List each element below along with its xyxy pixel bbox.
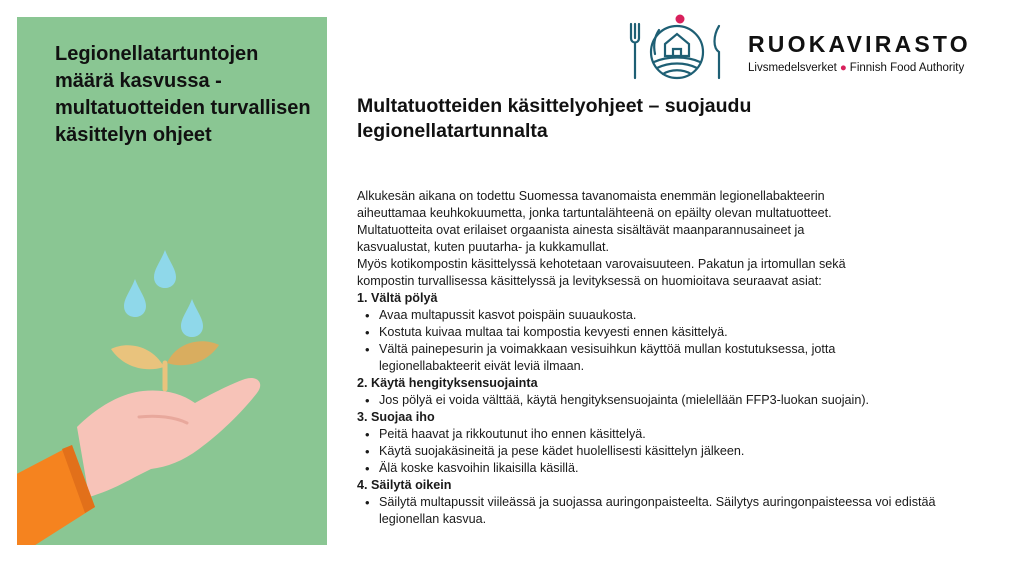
water-drop-icon — [154, 250, 176, 288]
logo-wordmark: RUOKAVIRASTO — [748, 31, 971, 57]
intro-line: kompostin turvallisessa käsittelyssä ja levityksessä on huomioitava seuraavat asiat: — [357, 274, 822, 288]
section-heading: 4. Säilytä oikein — [357, 478, 452, 492]
intro-line: kasvualustat, kuten puutarha- ja kukkamullat. — [357, 240, 610, 254]
hand-icon — [77, 378, 260, 497]
bullet-list — [357, 307, 957, 375]
list-item: • Jos pölyä ei voida välttää, käytä hengityksensuojainta (mielellään FFP3-luokan suojain). — [357, 392, 957, 409]
water-drop-icon — [124, 279, 146, 317]
bullet-list — [357, 392, 957, 409]
page-title: Multatuotteiden käsittelyohjeet – suojaudu legionellatartunnalta — [357, 95, 752, 142]
list-item: • Säilytä multapussit viileässä ja suojassa auringonpaisteelta. Säilytys auringonpaisteessa voi edistää legionellan kasvua. — [357, 494, 964, 528]
house-icon — [665, 34, 689, 56]
list-item: • Peitä haavat ja rikkoutunut iho ennen käsittelyä. — [357, 426, 957, 443]
list-item: • Kostuta kuivaa multaa tai kompostia kevyesti ennen käsittelyä. — [357, 324, 957, 341]
hand-sprout-illustration — [17, 217, 327, 545]
water-drop-icon — [181, 299, 203, 337]
fork-icon — [631, 24, 639, 78]
list-item: • Vältä painepesurin ja voimakkaan vesisuihkun käyttöä mullan kostutuksessa, jotta legionellabakteerit eivät leviä ilmaan. — [357, 341, 899, 375]
logo-sub-english: Finnish Food Authority — [849, 62, 965, 74]
logo-separator-dot: ● — [839, 62, 847, 74]
ruokavirasto-logo — [627, 12, 997, 82]
logo-sub-swedish: Livsmedelsverket — [748, 62, 837, 74]
intro-line: aiheuttamaa keuhkokuumetta, jonka tartuntalähteenä on epäilty olevan multatuotteet. — [357, 206, 832, 220]
section-heading: 2. Käytä hengityksensuojainta — [357, 376, 538, 390]
section-heading: 1. Vältä pölyä — [357, 291, 438, 305]
list-item: • Käytä suojakäsineitä ja pese kädet huolellisesti käsittelyn jälkeen. — [357, 443, 957, 460]
intro-line: Myös kotikompostin käsittelyssä kehotetaan varovaisuuteen. Pakatun ja irtomullan sekä — [357, 257, 846, 271]
list-item: • Älä koske kasvoihin likaisilla käsillä. — [357, 460, 957, 477]
bullet-list — [357, 426, 957, 477]
list-item: • Avaa multapussit kasvot poispäin suuaukosta. — [357, 307, 957, 324]
instructions-body — [357, 188, 957, 528]
logo-subtitle — [748, 62, 964, 74]
section-heading: 3. Suojaa iho — [357, 410, 435, 424]
sprout-icon — [111, 341, 219, 389]
side-panel-title: Legionellatartuntojen määrä kasvussa - multatuotteiden turvallisen käsittelyn ohjeet — [55, 43, 311, 146]
intro-line: Alkukesän aikana on todettu Suomessa tavanomaista enemmän legionellabakteerin — [357, 189, 825, 203]
bullet-list — [357, 494, 957, 528]
logo-mark-icon — [627, 14, 727, 82]
knife-icon — [715, 26, 720, 78]
intro-line: Multatuotteita ovat erilaiset orgaanista ainesta sisältävät maanparannusaineet ja — [357, 223, 805, 237]
side-panel — [17, 17, 327, 545]
intro-paragraph — [357, 188, 957, 290]
